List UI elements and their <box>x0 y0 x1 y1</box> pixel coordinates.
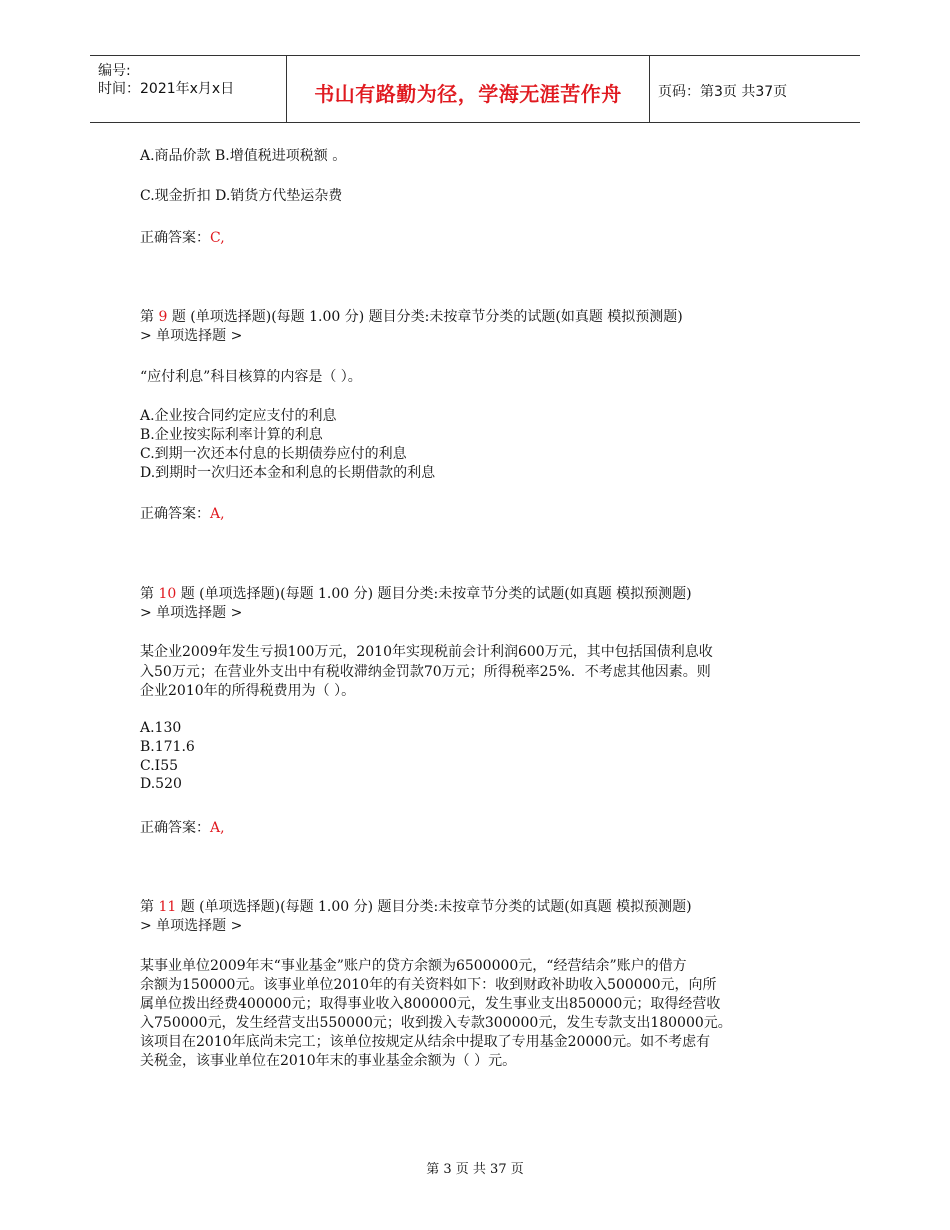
q8-options-line-2: C.现金折扣 D.销货方代垫运杂费 <box>140 188 343 204</box>
q10-answer <box>140 817 225 837</box>
page-code: 页码：第3页 共37页 <box>658 84 788 100</box>
header-meta-cell <box>90 56 286 122</box>
answer-label: 正确答案： <box>140 506 210 522</box>
header-page-cell <box>648 56 860 122</box>
q9-answer <box>140 503 225 523</box>
q11-stem-line-6: 关税金，该事业单位在2010年末的事业基金余额为（ ）元。 <box>140 1053 517 1069</box>
heading-suffix: 题 (单项选择题)(每题 1.00 分) 题目分类:未按章节分类的试题(如真题 模拟预测题) <box>167 309 683 325</box>
q10-heading <box>140 583 692 603</box>
answer-value: A, <box>210 820 225 836</box>
answer-label: 正确答案： <box>140 230 210 246</box>
answer-value: C, <box>210 230 225 246</box>
heading-suffix: 题 (单项选择题)(每题 1.00 分) 题目分类:未按章节分类的试题(如真题 模拟预测题) <box>176 899 692 915</box>
number-label: 编号: <box>98 63 131 79</box>
q11-stem-line-2: 余额为150000元。该事业单位2010年的有关资料如下：收到财政补助收入500000元，向所 <box>140 977 717 993</box>
q9-option-b: B.企业按实际利率计算的利息 <box>140 427 323 443</box>
q11-stem-line-4: 入750000元，发生经营支出550000元；收到拨入专款300000元，发生专款支出180000元。 <box>140 1015 732 1031</box>
q10-stem-line-1: 某企业2009年发生亏损100万元，2010年实现税前会计利润600万元，其中包括国债利息收 <box>140 644 713 660</box>
heading-prefix: 第 <box>140 309 159 325</box>
q10-stem-line-2: 入50万元；在营业外支出中有税收滞纳金罚款70万元；所得税率25%．不考虑其他因素。则 <box>140 664 711 680</box>
q11-stem-line-5: 该项目在2010年底尚未完工；该单位按规定从结余中提取了专用基金20000元。如不考虑有 <box>140 1034 711 1050</box>
q8-options-line-1: A.商品价款 B.增值税进项税额 。 <box>140 148 347 164</box>
q11-stem-line-3: 属单位拨出经费400000元；取得事业收入800000元，发生事业支出850000元；取得经营收 <box>140 996 721 1012</box>
q9-option-c: C.到期一次还本付息的长期债券应付的利息 <box>140 446 407 462</box>
q10-stem-line-3: 企业2010年的所得税费用为（ ）。 <box>140 683 356 699</box>
question-number: 11 <box>158 899 177 915</box>
q11-heading-line-2: > 单项选择题 > <box>140 918 243 934</box>
answer-value: A, <box>210 506 225 522</box>
heading-prefix: 第 <box>140 899 159 915</box>
q10-heading-line-2: > 单项选择题 > <box>140 605 243 621</box>
motto: 书山有路勤为径，学海无涯苦作舟 <box>314 82 622 106</box>
header-motto-cell <box>286 56 650 122</box>
q9-option-d: D.到期时一次归还本金和利息的长期借款的利息 <box>140 465 436 481</box>
answer-label: 正确答案： <box>140 820 210 836</box>
q11-heading <box>140 896 692 916</box>
page-footer: 第 3 页 共 37 页 <box>426 1162 524 1177</box>
q11-stem-line-1: 某事业单位2009年末“事业基金”账户的贷方余额为6500000元，“经营结余”账户的借方 <box>140 958 687 974</box>
q9-heading <box>140 306 683 326</box>
q9-option-a: A.企业按合同约定应支付的利息 <box>140 408 337 424</box>
question-number: 9 <box>158 309 168 325</box>
time-text: 时间：2021年x月x日 <box>98 81 235 97</box>
q9-heading-line-2: > 单项选择题 > <box>140 328 243 344</box>
question-number: 10 <box>158 586 177 602</box>
page-header <box>90 55 860 123</box>
heading-prefix: 第 <box>140 586 159 602</box>
q10-option-d: D.520 <box>140 776 182 792</box>
q10-option-a: A.130 <box>140 720 182 736</box>
q10-option-b: B.171.6 <box>140 739 195 755</box>
heading-suffix: 题 (单项选择题)(每题 1.00 分) 题目分类:未按章节分类的试题(如真题 模拟预测题) <box>176 586 692 602</box>
q8-answer <box>140 227 225 247</box>
q10-option-c: C.I55 <box>140 758 179 774</box>
q9-stem: “应付利息”科目核算的内容是（ ）。 <box>140 369 362 385</box>
